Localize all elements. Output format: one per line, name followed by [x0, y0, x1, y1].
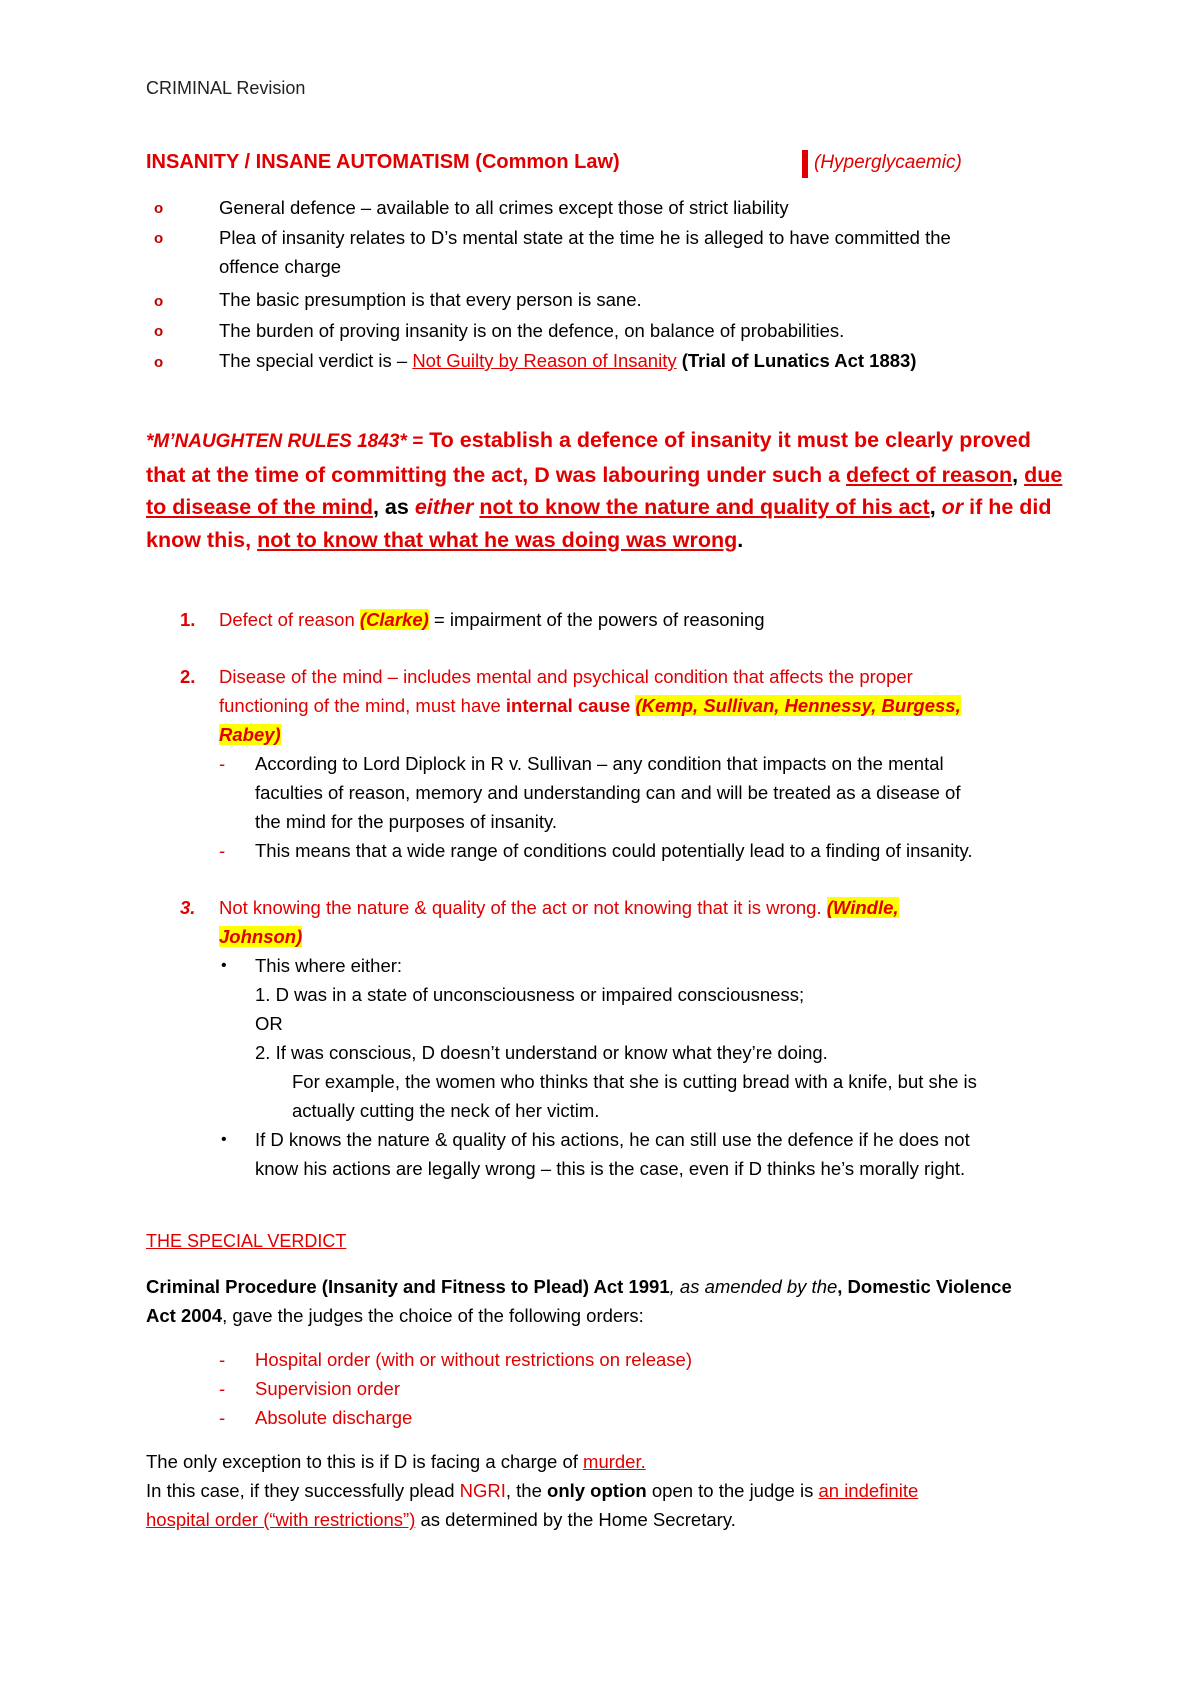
this-where-either: This where either:: [255, 955, 403, 976]
bullet-dot-icon: •: [221, 1131, 227, 1148]
comma: ,: [1012, 462, 1025, 487]
bullet-marker-icon: o: [154, 200, 164, 217]
internal-cause: internal cause: [505, 695, 631, 716]
cases-kemp-etc: (Kemp, Sullivan, Hennessy, Burgess,: [635, 695, 961, 716]
amended-by: , as amended by the: [669, 1276, 838, 1297]
exception-line: [146, 1447, 646, 1477]
ngri-line-2: [146, 1505, 736, 1535]
element-2-line-1: Disease of the mind – includes mental and psychical condition that affects the proper: [219, 666, 913, 687]
intro-bullet-5: [219, 346, 916, 376]
cpa-line-2: [146, 1301, 644, 1331]
hospital-order-link[interactable]: hospital order (“with restrictions”): [146, 1509, 416, 1530]
murder-link[interactable]: murder.: [583, 1451, 646, 1472]
either-word: either: [414, 495, 474, 519]
wide-range-line: This means that a wide range of conditions could potentially lead to a finding of insanity.: [255, 840, 973, 861]
dash-marker: -: [219, 1378, 226, 1399]
dash-marker: -: [219, 753, 226, 774]
intro-bullet-3: The basic presumption is that every person is sane.: [219, 289, 642, 310]
disease-of-mind-underline: due to disease of the mind: [146, 462, 1063, 519]
bullet-marker-icon: o: [154, 323, 164, 340]
intro-bullet-2-line-1: Plea of insanity relates to D’s mental state at the time he is alleged to have committed the: [219, 227, 951, 248]
bullet-dot-icon: •: [221, 957, 227, 974]
bullet-marker-icon: o: [154, 230, 164, 247]
diplock-line-3: the mind for the purposes of insanity.: [255, 811, 557, 832]
cpa-act: Criminal Procedure (Insanity and Fitness to Plead) Act 1991: [146, 1276, 670, 1297]
case-rabey: Rabey): [219, 724, 281, 745]
element-3-text: Not knowing the nature & quality of the act or not knowing that it is wrong.: [219, 897, 827, 918]
item-number: 1.: [180, 609, 196, 630]
comma: ,: [929, 495, 942, 519]
element-2-line-2: [219, 691, 961, 721]
comma-as: , as: [372, 495, 415, 519]
element-1-text: [219, 605, 765, 635]
element-3-line-1: [219, 893, 899, 923]
defect-of-reason-label: Defect of reason: [219, 609, 360, 630]
page-header: CRIMINAL Revision: [146, 78, 306, 98]
section-title: INSANITY / INSANE AUTOMATISM (Common Law): [146, 151, 620, 173]
element-3-line-2: [219, 922, 302, 952]
only-option: only option: [547, 1480, 647, 1501]
lunatics-act-ref: (Trial of Lunatics Act 1883): [676, 350, 917, 371]
wrong-underline: not to know that what he was doing was wrong: [257, 527, 738, 552]
bullet-marker-icon: o: [154, 354, 164, 371]
order-hospital: Hospital order (with or without restrictions on release): [255, 1349, 692, 1370]
intro-bullet-2-line-2: offence charge: [219, 256, 342, 277]
dash-marker: -: [219, 840, 226, 861]
knows-nature-line-2: know his actions are legally wrong – this is the case, even if D thinks he’s morally right.: [255, 1158, 966, 1179]
or-word: or: [941, 495, 964, 519]
item-number: 3.: [180, 897, 196, 918]
case-windle: (Windle,: [826, 897, 899, 918]
indefinite-order-link[interactable]: an indefinite: [818, 1480, 919, 1501]
orders-intro: , gave the judges the choice of the following orders:: [222, 1305, 644, 1326]
defect-of-reason-underline: defect of reason: [846, 462, 1013, 487]
mnaughten-text-1: To establish a defence of insanity it must be clearly proved that at the time of committing the act, D was labouring under such a: [146, 428, 1031, 487]
dva-act-year: Act 2004: [146, 1305, 223, 1326]
diplock-line-1: According to Lord Diplock in R v. Sullivan – any condition that impacts on the mental: [255, 753, 944, 774]
ngri-line-1: [146, 1476, 918, 1506]
intro-bullet-4: The burden of proving insanity is on the defence, on balance of probabilities.: [219, 320, 845, 341]
intro-bullet-1: General defence – available to all crimes except those of strict liability: [219, 197, 789, 218]
example-line-2: actually cutting the neck of her victim.: [292, 1100, 600, 1121]
element-2-text: functioning of the mind, must have: [219, 695, 506, 716]
dash-marker: -: [219, 1407, 226, 1428]
cpa-line-1: [146, 1272, 1012, 1302]
example-line-1: For example, the women who thinks that she is cutting bread with a knife, but she is: [292, 1071, 977, 1092]
dash-marker: -: [219, 1349, 226, 1370]
nature-quality-underline: not to know the nature and quality of his act: [479, 495, 930, 519]
verdict-intro-text: The special verdict is –: [219, 350, 413, 371]
ngri-acronym: NGRI: [459, 1480, 506, 1501]
ngri-link[interactable]: Not Guilty by Reason of Insanity: [412, 350, 677, 371]
ngri-mid-2: open to the judge is: [646, 1480, 819, 1501]
dva-act: , Domestic Violence: [837, 1276, 1012, 1297]
exception-text: The only exception to this is if D is facing a charge of: [146, 1451, 584, 1472]
item-number: 2.: [180, 666, 196, 687]
mnaughten-label: *M’NAUGHTEN RULES 1843* =: [146, 431, 424, 452]
tag-marker-bar: [802, 150, 808, 178]
mnaughten-rules-paragraph: [146, 424, 1076, 556]
or-label: OR: [255, 1013, 283, 1034]
case-johnson: Johnson): [219, 926, 303, 947]
mnaughten-text-2: if he did know this,: [146, 495, 1052, 552]
scenario-2: 2. If was conscious, D doesn’t understand or know what they’re doing.: [255, 1042, 828, 1063]
knows-nature-line-1: If D knows the nature & quality of his actions, he can still use the defence if he does not: [255, 1129, 970, 1150]
case-clarke: (Clarke): [359, 609, 429, 630]
ngri-mid: , the: [505, 1480, 548, 1501]
element-2-line-3: [219, 720, 281, 750]
scenario-1: 1. D was in a state of unconsciousness or impaired consciousness;: [255, 984, 805, 1005]
order-supervision: Supervision order: [255, 1378, 400, 1399]
element-1-definition: = impairment of the powers of reasoning: [428, 609, 765, 630]
title-tag: (Hyperglycaemic): [814, 152, 962, 173]
bullet-marker-icon: o: [154, 293, 164, 310]
order-absolute-discharge: Absolute discharge: [255, 1407, 413, 1428]
diplock-line-2: faculties of reason, memory and understanding can and will be treated as a disease of: [255, 782, 961, 803]
home-secretary-text: as determined by the Home Secretary.: [415, 1509, 736, 1530]
ngri-line-text: In this case, if they successfully plead: [146, 1480, 460, 1501]
period: .: [737, 527, 744, 552]
special-verdict-heading: THE SPECIAL VERDICT: [146, 1231, 347, 1251]
